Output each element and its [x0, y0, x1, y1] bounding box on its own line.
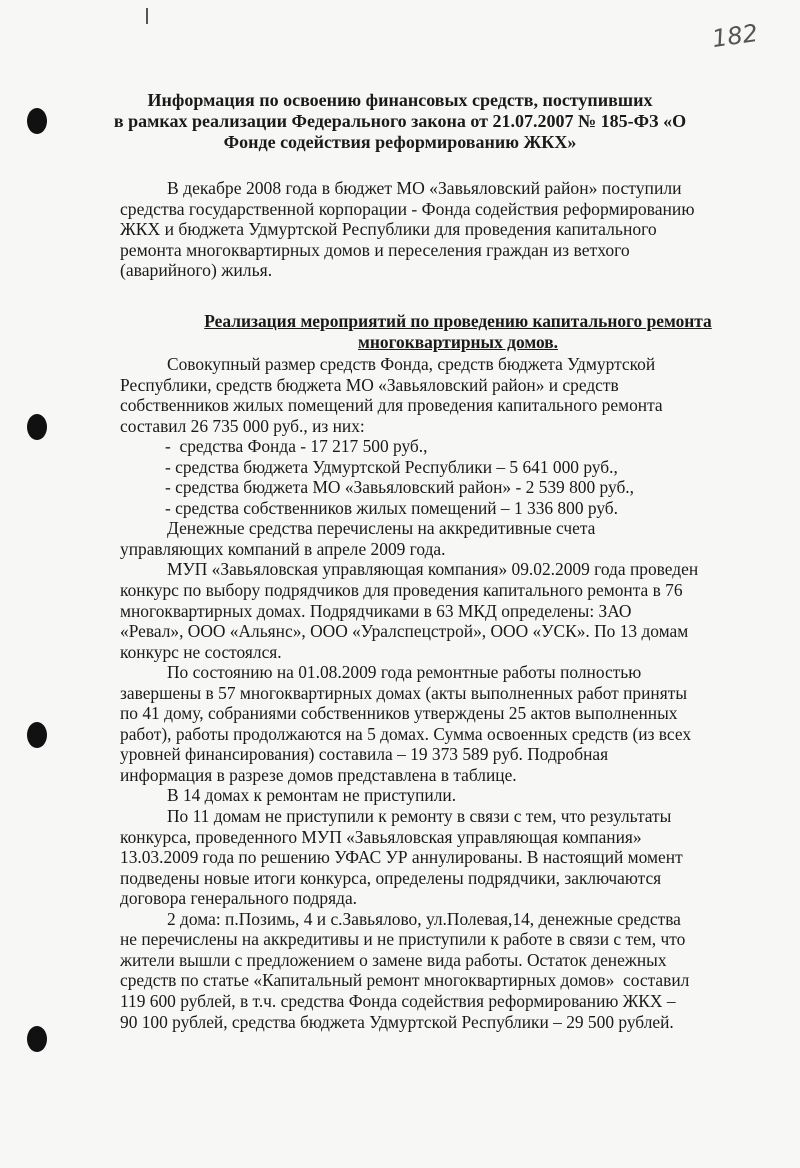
text-line: конкурса, проведенного МУП «Завьяловская управляющая компания» — [120, 826, 642, 847]
text-line: договора генерального подряда. — [120, 888, 358, 909]
text-line: 13.03.2009 года по решению УФАС УР аннулированы. В настоящий момент — [120, 847, 683, 868]
text-line: уровней финансирования) составила – 19 373 589 руб. Подробная — [120, 744, 609, 765]
text-line: 90 100 рублей, средства бюджета Удмуртской Республики – 29 500 рублей. — [120, 1011, 674, 1032]
list-item: - средства Фонда - 17 217 500 руб., — [165, 436, 428, 457]
text-line: средств по статье «Капитальный ремонт многоквартирных домов» составил — [120, 970, 690, 991]
text-line: работ), работы продолжаются на 5 домах. Сумма освоенных средств (из всех — [120, 723, 692, 744]
text-line: завершены в 57 многоквартирных домах (акты выполненных работ приняты — [120, 682, 688, 703]
list-item: - средства бюджета МО «Завьяловский район» - 2 539 800 руб., — [165, 477, 634, 498]
handwritten-page-number: 182 — [710, 18, 760, 54]
text-line: собственников жилых помещений для проведения капитального ремонта — [120, 395, 663, 416]
document-title — [110, 90, 690, 153]
intro-paragraph — [120, 178, 755, 281]
heading-line: Реализация мероприятий по проведению капитального ремонта — [204, 311, 712, 331]
punch-hole — [27, 722, 47, 748]
heading-line: многоквартирных домов. — [358, 331, 558, 352]
text-line: не перечислены на аккредитивы и не приступили к работе в связи с тем, что — [120, 929, 686, 950]
text-line: управляющих компаний в апреле 2009 года. — [120, 538, 446, 559]
text-line: По 11 домам не приступили к ремонту в связи с тем, что результаты — [167, 806, 672, 827]
text-line: информация в разрезе домов представлена в таблице. — [120, 764, 517, 785]
text-line: 119 600 рублей, в т.ч. средства Фонда содействия реформированию ЖКХ – — [120, 990, 676, 1011]
text-line: ЖКХ и бюджета Удмуртской Республики для проведения капитального — [120, 219, 657, 240]
text-line: составил 26 735 000 руб., из них: — [120, 415, 365, 436]
text-line: По состоянию на 01.08.2009 года ремонтные работы полностью — [167, 662, 642, 683]
text-line: средства государственной корпорации - Фонда содействия реформированию — [120, 198, 695, 219]
text-line: конкурс по выбору подрядчиков для проведения капитального ремонта в 76 — [120, 580, 683, 601]
text-line: В декабре 2008 года в бюджет МО «Завьяловский район» поступили — [167, 178, 682, 198]
punch-hole — [27, 1026, 47, 1052]
section-heading — [170, 311, 746, 352]
text-line: «Ревал», ООО «Альянс», ООО «Уралспецстрой», ООО «УСК». По 13 домам — [120, 621, 689, 642]
text-line: по 41 дому, собраниями собственников утверждены 25 актов выполненных — [120, 703, 678, 724]
punch-hole — [27, 414, 47, 440]
title-line: в рамках реализации Федерального закона от 21.07.2007 № 185-ФЗ «О — [113, 111, 687, 131]
scan-mark — [146, 8, 148, 24]
text-line: ремонта многоквартирных домов и переселения граждан из ветхого — [120, 239, 630, 260]
text-line: В 14 домах к ремонтам не приступили. — [167, 785, 457, 806]
body-text — [120, 354, 755, 1032]
text-line: многоквартирных домах. Подрядчиками в 63 МКД определены: ЗАО — [120, 600, 632, 621]
text-line: 2 дома: п.Позимь, 4 и с.Завьялово, ул.Полевая,14, денежные средства — [167, 908, 681, 929]
text-line: МУП «Завьяловская управляющая компания» 09.02.2009 года проведен — [167, 559, 699, 580]
punch-hole — [27, 108, 47, 134]
text-line: Совокупный размер средств Фонда, средств бюджета Удмуртской — [167, 354, 656, 374]
list-item: - средства бюджета Удмуртской Республики – 5 641 000 руб., — [165, 456, 618, 477]
text-line: жители вышли с предложением о замене вида работы. Остаток денежных — [120, 949, 667, 970]
text-line: конкурс не состоялся. — [120, 641, 282, 662]
text-line: (аварийного) жилья. — [120, 260, 273, 281]
text-line: Денежные средства перечислены на аккредитивные счета — [167, 518, 596, 539]
text-line: Республики, средств бюджета МО «Завьяловский район» и средств — [120, 374, 619, 395]
text-line: подведены новые итоги конкурса, определены подрядчики, заключаются — [120, 867, 662, 888]
title-line: Фонде содействия реформированию ЖКХ» — [223, 132, 577, 152]
list-item: - средства собственников жилых помещений – 1 336 800 руб. — [165, 497, 618, 518]
title-line: Информация по освоению финансовых средств, поступивших — [147, 90, 653, 110]
